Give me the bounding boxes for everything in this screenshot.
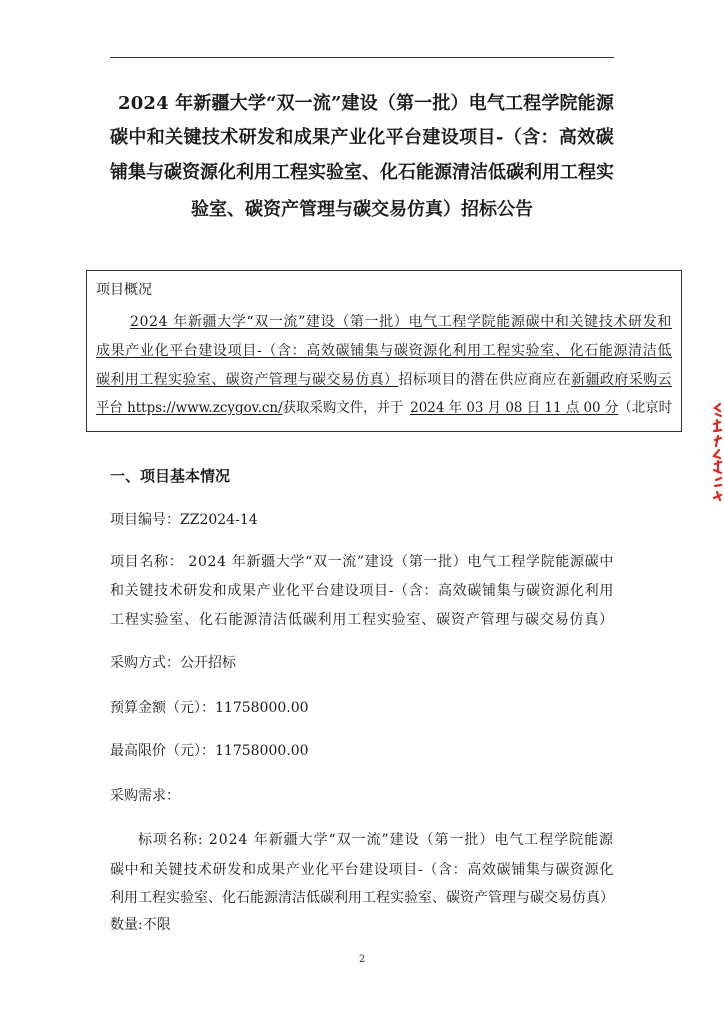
overview-supplier-text: 招标项目的潜在供应商应在 <box>398 372 572 388</box>
max-price-value: 11758000.00 <box>215 743 309 759</box>
budget-row <box>110 698 614 718</box>
title-line-2: 碳中和关键技术研发和成果产业化平台建设项目-（含：高效碳 <box>110 127 614 148</box>
budget-label: 预算金额（元）： <box>110 700 215 716</box>
lot-name-line-3: 利用工程实验室、化石能源清洁低碳利用工程实验室、碳资产管理与碳交易仿真） <box>110 890 614 906</box>
project-number-label: 项目编号： <box>110 512 180 528</box>
max-price-row <box>110 741 614 761</box>
requirements-label: 采购需求： <box>110 788 180 804</box>
overview-line-3 <box>96 370 672 390</box>
title-line-3: 铺集与碳资源化利用工程实验室、化石能源清洁低碳利用工程实 <box>110 162 614 183</box>
budget-value: 11758000.00 <box>215 700 309 716</box>
project-name-line-1: 项目名称： 2024 年新疆大学“双一流”建设（第一批）电气工程学院能源碳中 <box>110 554 614 570</box>
overview-deadline: 2024 年 03 月 08 日 11 点 00 分 <box>410 400 619 416</box>
overview-line-1 <box>130 312 672 332</box>
platform-url-link[interactable]: https://www.zcygov.cn/ <box>127 400 283 416</box>
overview-project-title-part-2: 成果产业化平台建设项目-（含：高效碳铺集与碳资源化利用工程实验室、化石能源清洁低 <box>96 343 672 359</box>
project-name-line-2: 和关键技术研发和成果产业化平台建设项目-（含：高效碳铺集与碳资源化利用 <box>110 583 614 599</box>
max-price-label: 最高限价（元）： <box>110 743 215 759</box>
red-seal-stamp-icon <box>706 398 724 506</box>
overview-platform-with-url <box>96 400 283 416</box>
lot-name-line-1: 标项名称: 2024 年新疆大学“双一流”建设（第一批）电气工程学院能源 <box>138 832 614 848</box>
overview-line-2 <box>96 341 672 361</box>
title-line-1: 2024 年新疆大学“双一流”建设（第一批）电气工程学院能源 <box>118 93 614 114</box>
quantity-row: 数量:不限 <box>110 917 171 933</box>
overview-obtain-docs-text: 获取采购文件，并于 <box>282 400 404 416</box>
overview-heading: 项目概况 <box>96 282 152 298</box>
overview-timezone-text: （北京时 <box>618 400 672 416</box>
project-number-row <box>110 510 614 530</box>
title-line-4: 验室、碳资产管理与碳交易仿真）招标公告 <box>191 199 533 220</box>
page-number: 2 <box>358 954 366 965</box>
procurement-method-value: 公开招标 <box>180 655 236 671</box>
header-rule <box>110 57 614 58</box>
lot-name-line-2: 碳中和关键技术研发和成果产业化平台建设项目-（含：高效碳铺集与碳资源化 <box>110 862 614 878</box>
overview-project-title-part-3: 碳利用工程实验室、碳资产管理与碳交易仿真） <box>96 372 399 388</box>
overview-project-title-part-1: 2024 年新疆大学“双一流”建设（第一批）电气工程学院能源碳中和关键技术研发和 <box>130 314 672 330</box>
project-number-value: ZZ2024-14 <box>180 512 258 528</box>
overview-platform-name: 新疆政府采购云 <box>571 372 673 388</box>
procurement-method-label: 采购方式： <box>110 655 180 671</box>
project-name-line-3: 工程实验室、化石能源清洁低碳利用工程实验室、碳资产管理与碳交易仿真） <box>110 612 614 628</box>
overview-platform-suffix: 平台 <box>96 400 123 416</box>
section-heading-basic-info: 一、项目基本情况 <box>110 467 231 485</box>
overview-line-4 <box>96 398 672 418</box>
procurement-method-row <box>110 653 614 673</box>
